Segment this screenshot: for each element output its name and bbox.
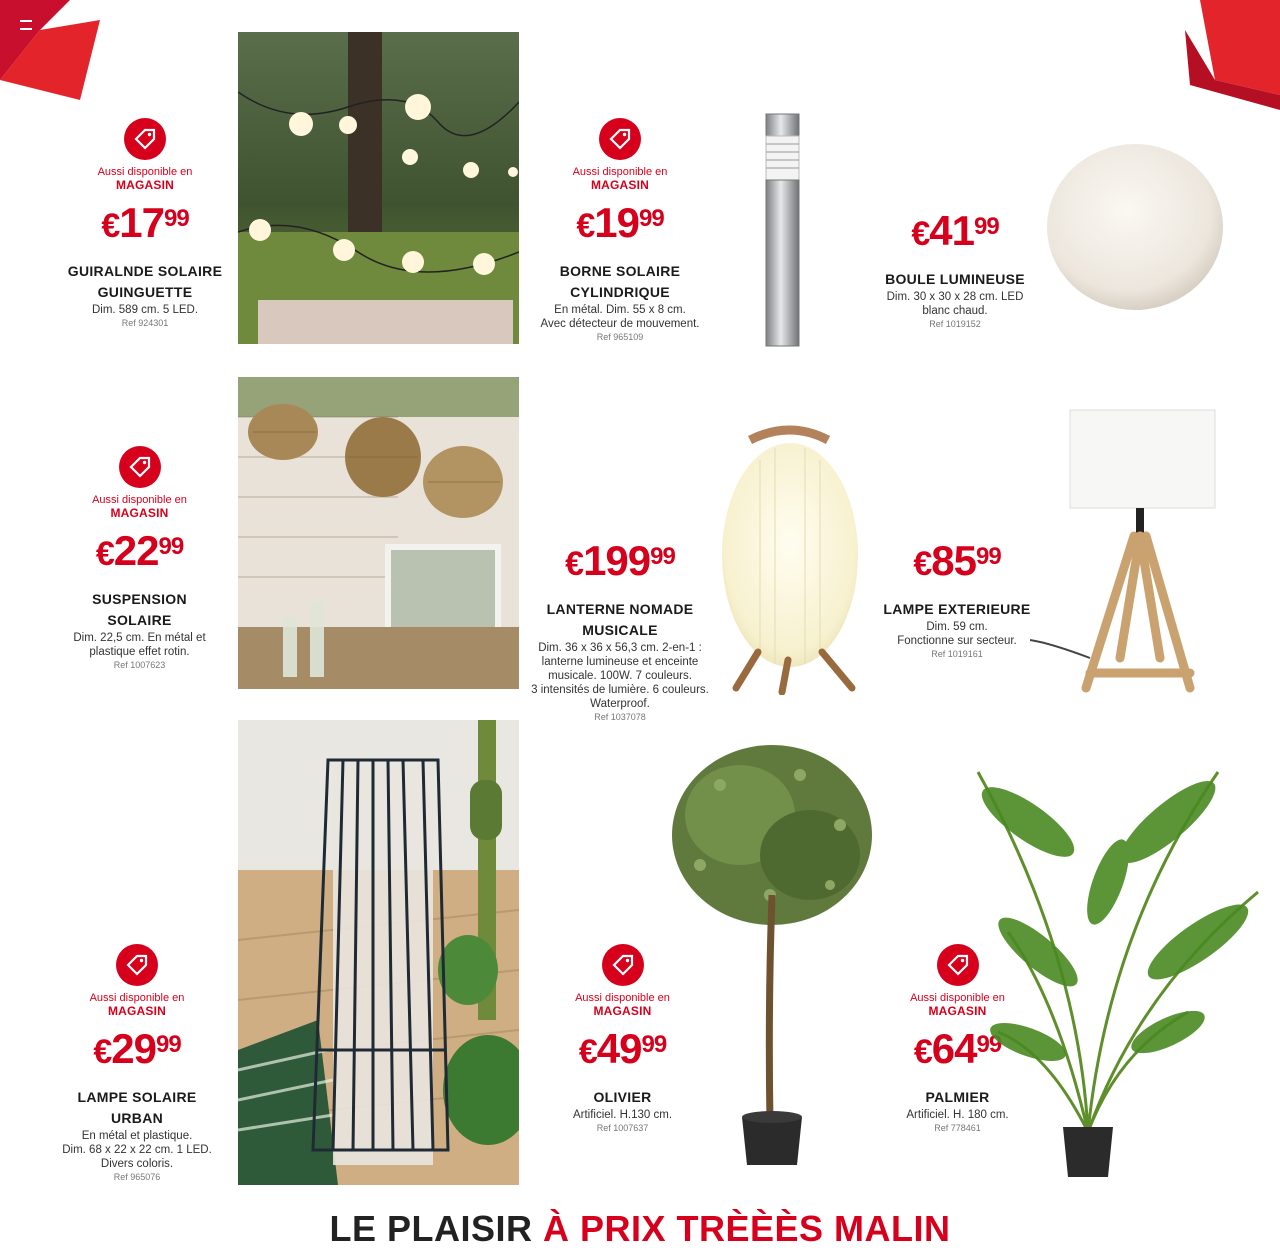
lanterne-image (710, 420, 870, 695)
product-description: Dim. 36 x 36 x 56,3 cm. 2-en-1 : lanterne lumineuse et enceinte musicale. 100W. 7 couleurs. 3 intensités de lumière. 6 couleurs. Waterproof. (531, 642, 709, 710)
product-ref: Ref 778461 (934, 1123, 981, 1133)
store-tag-icon (119, 446, 161, 488)
availability: Aussi disponible en MAGASIN (575, 992, 670, 1018)
product-ref: Ref 1007637 (596, 1123, 649, 1133)
product-ref: Ref 1037078 (594, 712, 646, 722)
footer-slogan: LE PLAISIR À PRIX TRÈÈÈS MALIN (329, 1208, 951, 1249)
availability: Aussi disponible en MAGASIN (89, 992, 185, 1018)
product-name: LAMPE EXTERIEURE (883, 601, 1031, 617)
product-name: GUIRALNDE SOLAIRE GUINGUETTE (67, 263, 223, 300)
product-suspension (52, 446, 227, 671)
product-lampe-urban (52, 944, 222, 1183)
product-ref: Ref 965076 (113, 1172, 161, 1182)
lampe-urban-photo (238, 720, 519, 1185)
product-name: LANTERNE NOMADE MUSICALE (546, 601, 694, 638)
price: $€49^{99}$ (578, 1025, 667, 1072)
product-ref: Ref 924301 (121, 318, 169, 328)
price: $€41^{99}$ (911, 207, 999, 254)
product-ref: Ref 1007623 (113, 660, 166, 670)
product-description: Artificiel. H.130 cm. (572, 1109, 673, 1121)
price: $€64^{99}$ (913, 1025, 1002, 1072)
palmier-image (968, 752, 1280, 1182)
product-ref: Ref 1019161 (931, 649, 983, 659)
boule-image (1045, 142, 1225, 312)
olivier-image (660, 745, 885, 1175)
product-name: OLIVIER (593, 1089, 652, 1105)
store-tag-icon (599, 118, 641, 160)
product-name: SUSPENSION SOLAIRE (92, 591, 187, 628)
product-lampe-exterieure (872, 530, 1042, 660)
product-name: LAMPE SOLAIRE URBAN (77, 1089, 197, 1126)
product-guirlande (60, 118, 230, 329)
store-tag-icon (124, 118, 166, 160)
guirlande-photo (238, 32, 519, 344)
availability: Aussi disponible en MAGASIN (910, 992, 1005, 1018)
product-description: Dim. 59 cm. Fonctionne sur secteur. (897, 621, 1017, 647)
availability: Aussi disponible en MAGASIN (92, 494, 187, 520)
corner-decoration-right (1170, 0, 1280, 110)
product-borne (530, 118, 710, 343)
price: $€22^{99}$ (95, 527, 184, 574)
store-tag-icon (116, 944, 158, 986)
product-description: En métal et plastique. Dim. 68 x 22 x 22 cm. 1 LED. Divers coloris. (62, 1130, 212, 1170)
menu-icon[interactable] (20, 20, 32, 30)
price: $€29^{99}$ (93, 1025, 181, 1072)
product-ref: Ref 965109 (596, 332, 644, 342)
product-boule (860, 200, 1050, 330)
borne-image (760, 110, 805, 350)
suspension-photo (238, 377, 519, 689)
product-description: Dim. 589 cm. 5 LED. (91, 304, 199, 316)
corner-decoration-left (0, 0, 110, 110)
product-name: BOULE LUMINEUSE (885, 271, 1025, 287)
product-ref: Ref 1019152 (929, 319, 981, 329)
store-tag-icon (602, 944, 644, 986)
price: $€17^{99}$ (101, 199, 189, 246)
price: $€19^{99}$ (576, 199, 664, 246)
price: $€199^{99}$ (565, 537, 675, 584)
product-description: Artificiel. H. 180 cm. (906, 1109, 1009, 1121)
lampe-exterieure-image (1030, 408, 1220, 703)
price: $€85^{99}$ (913, 537, 1001, 584)
product-name: PALMIER (925, 1089, 990, 1105)
product-description: En métal. Dim. 55 x 8 cm. Avec détecteur de mouvement. (540, 304, 700, 330)
product-name: BORNE SOLAIRE CYLINDRIQUE (559, 263, 681, 300)
product-description: Dim. 22,5 cm. En métal et plastique effet rotin. (73, 632, 206, 658)
availability: Aussi disponible en MAGASIN (572, 166, 668, 192)
product-lanterne (525, 530, 715, 723)
availability: Aussi disponible en MAGASIN (97, 166, 193, 192)
product-description: Dim. 30 x 30 x 28 cm. LED blanc chaud. (886, 291, 1024, 317)
